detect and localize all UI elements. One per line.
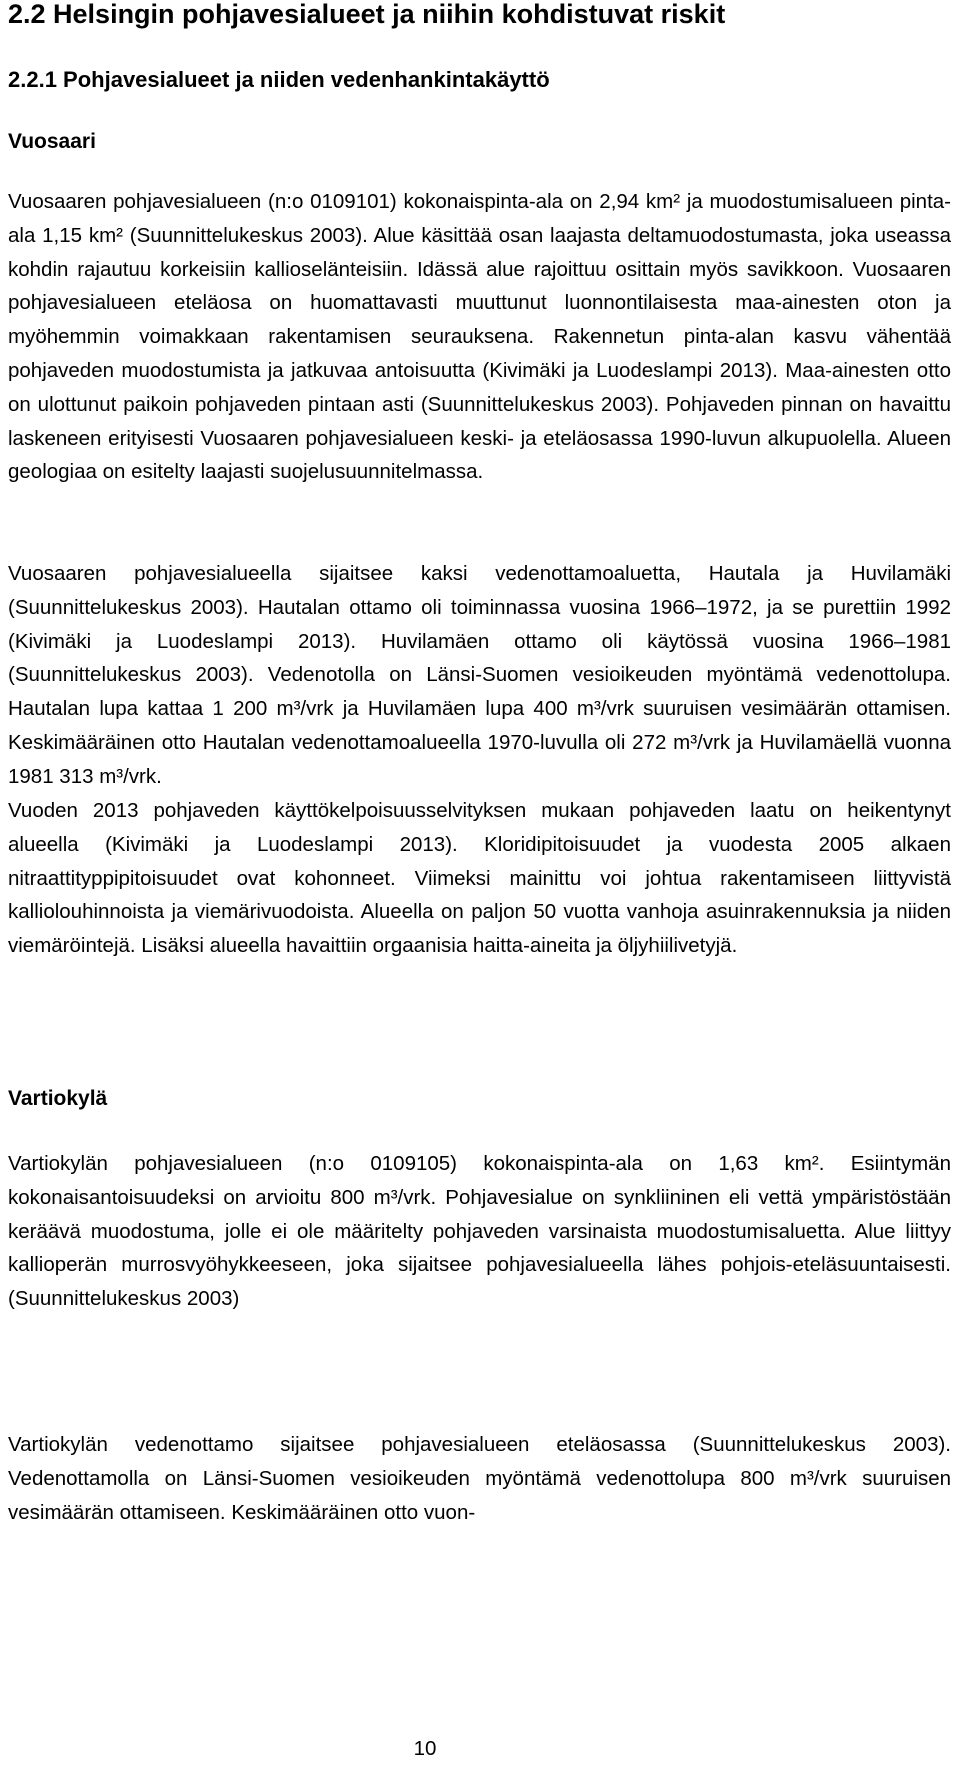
vuosaari-heading: Vuosaari — [8, 130, 96, 153]
vuosaari-paragraph-2: Vuosaaren pohjavesialueella sijaitsee kaksi vedenottamoaluetta, Hautala ja Huvilamäki (Suunnittelukeskus 2003). Hautalan ottamo oli toiminnassa vuosina 1966–1972, ja se purettiin 1992 (Kivimäki ja Luodeslampi 2013). Huvilamäen ottamo oli käytössä vuosina 1966–1981 (Suunnittelukeskus 2003). Vedenotolla on Länsi-Suomen vesioikeuden myöntämä vedenottolupa. Hautalan lupa kattaa 1 200 m³/vrk ja Huvilamäen lupa 400 m³/vrk suuruisen vesimäärän ottamisen. Keskimääräinen otto Hautalan vedenottamoalueella 1970-luvulla oli 272 m³/vrk ja Huvilamäellä vuonna 1981 313 m³/vrk. — [8, 562, 951, 788]
vartiokyla-heading: Vartiokylä — [8, 1087, 108, 1110]
page-number: 10 — [413, 1737, 437, 1760]
section-heading: 2.2 Helsingin pohjavesialueet ja niihin kohdistuvat riskit — [8, 0, 726, 29]
vartiokyla-paragraph-2: Vartiokylän vedenottamo sijaitsee pohjavesialueen eteläosassa (Suunnittelukeskus 2003). Vedenottamolla on Länsi-Suomen vesioikeuden myöntämä vedenottolupa 800 m³/vrk suuruisen vesimäärän ottamiseen. Keskimääräinen otto vuon- — [8, 1433, 951, 1524]
vuosaari-paragraph-1: Vuosaaren pohjavesialueen (n:o 0109101) kokonaispinta-ala on 2,94 km² ja muodostumisalueen pinta-ala 1,15 km² (Suunnittelukeskus 2003). Alue käsittää osan laajasta deltamuodostumasta, joka useassa kohdin rajautuu korkeisiin kallioselänteisiin. Idässä alue rajoittuu osittain myös savikkoon. Vuosaaren pohjavesialueen eteläosa on huomattavasti muuttunut luonnontilaisesta maa-ainesten oton ja myöhemmin voimakkaan rakentamisen seurauksena. Rakennetun pinta-alan kasvu vähentää pohjaveden muodostumista ja jatkuvaa antoisuutta (Kivimäki ja Luodeslampi 2013). Maa-ainesten otto on ulottunut paikoin pohjaveden pintaan asti (Suunnittelukeskus 2003). Pohjaveden pinnan on havaittu laskeneen erityisesti Vuosaaren pohjavesialueen keski- ja eteläosassa 1990-luvun alkupuolella. Alueen geologiaa on esitelty laajasti suojelusuunnitelmassa. — [8, 190, 951, 484]
vuosaari-paragraph-3: Vuoden 2013 pohjaveden käyttökelpoisuusselvityksen mukaan pohjaveden laatu on heikentynyt alueella (Kivimäki ja Luodeslampi 2013). Kloridipitoisuudet ja vuodesta 2005 alkaen nitraattityppipitoisuudet ovat kohonneet. Viimeksi mainittu voi johtua rakentamiseen liittyvistä kalliolouhinnoista ja viemärivuodoista. Alueella on paljon 50 vuotta vanhoja asuinrakennuksia ja niiden viemäröintejä. Lisäksi alueella havaittiin orgaanisia haitta-aineita ja öljyhiilivetyjä. — [8, 799, 951, 958]
subsection-heading: 2.2.1 Pohjavesialueet ja niiden vedenhankintakäyttö — [8, 67, 550, 92]
vartiokyla-paragraph-1: Vartiokylän pohjavesialueen (n:o 0109105) kokonaispinta-ala on 1,63 km². Esiintymän kokonaisantoisuudeksi on arvioitu 800 m³/vrk. Pohjavesialue on synkliininen eli vettä ympäristöstään keräävä muodostuma, jolle ei ole määritelty pohjaveden varsinaista muodostumisaluetta. Alue liittyy kallioperän murrosvyöhykkeeseen, joka sijaitsee pohjavesialueella lähes pohjois-eteläsuuntaisesti. (Suunnittelukeskus 2003) — [8, 1152, 951, 1311]
